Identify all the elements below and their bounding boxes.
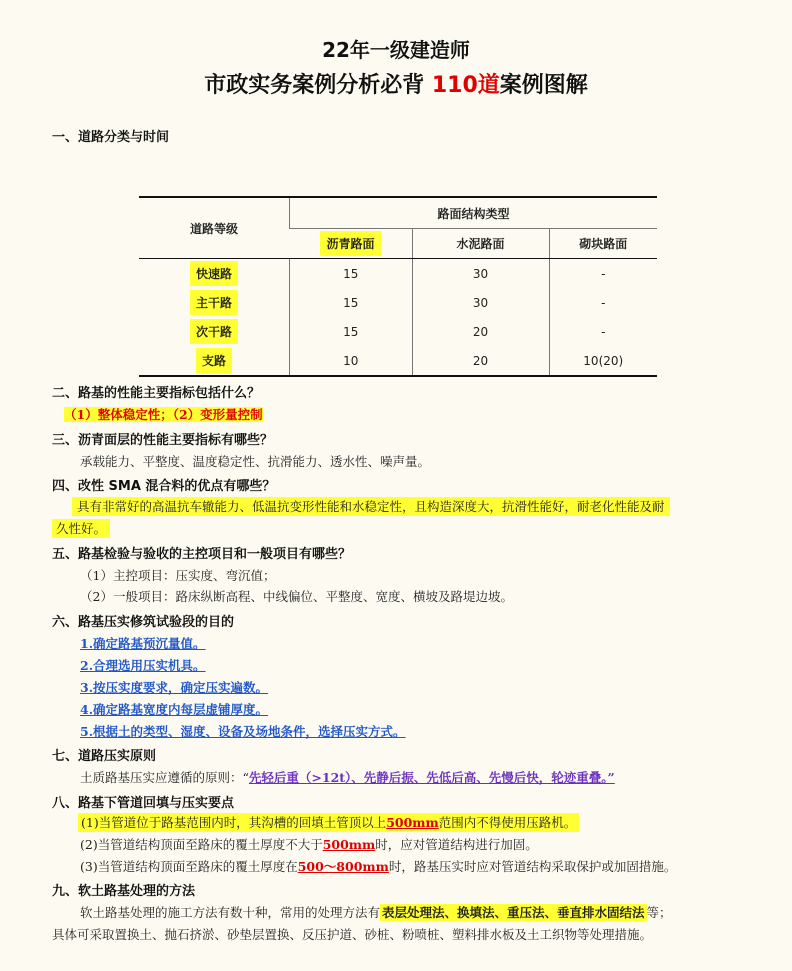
page-subtitle [0, 68, 792, 99]
section-7-principle: 先轻后重（>12t）、先静后振、先低后高、先慢后快，轮迹重叠。” [248, 770, 615, 785]
table-cell-grade: 快速路 [139, 259, 290, 289]
subtitle-suffix: 案例图解 [499, 73, 588, 98]
subtitle-prefix: 市政实务案例分析必背 [204, 73, 432, 98]
table-cell: 20 [412, 317, 549, 346]
section-6-item: 1.确定路基预沉量值。 [80, 636, 206, 651]
table-cell-grade: 支路 [139, 346, 290, 376]
table-cell: - [549, 288, 657, 317]
section-5-heading: 五、路基检验与验收的主控项目和一般项目有哪些？ [52, 547, 352, 562]
table-cell: 10(20) [549, 346, 657, 376]
section-5-line1: （1）主控项目：压实度、弯沉值； [80, 568, 276, 583]
table-cell: 10 [290, 346, 413, 376]
table-cell: 15 [290, 259, 413, 289]
section-2-heading: 二、路基的性能主要指标包括什么？ [52, 386, 261, 401]
table-group-header: 路面结构类型 [290, 197, 658, 229]
section-8-heading: 八、路基下管道回填与压实要点 [52, 796, 235, 811]
table-cell-grade: 主干路 [139, 288, 290, 317]
table-cell: - [549, 259, 657, 289]
section-8-line2: (2)当管道结构顶面至路床的覆土厚度不大于500mm时，应对管道结构进行加固。 [80, 837, 538, 852]
section-6-item: 2.合理选用压实机具。 [80, 658, 206, 673]
section-6-item: 5.根据土的类型、湿度、设备及场地条件，选择压实方式。 [80, 724, 406, 739]
section-8-line1: (1)当管道位于路基范围内时，其沟槽的回填土管顶以上500mm范围内不得使用压路机。 [78, 813, 579, 831]
table-col-header: 水泥路面 [412, 229, 549, 259]
section-7-line [80, 768, 615, 786]
section-1-heading: 一、道路分类与时间 [52, 130, 170, 145]
section-8-line3: (3)当管道结构顶面至路床的覆土厚度在500～800mm时，路基压实时应对管道结构采取保护或加固措施。 [80, 859, 677, 874]
section-7-heading: 七、道路压实原则 [52, 749, 157, 764]
table-cell: 15 [290, 317, 413, 346]
section-4-answer-line1: 具有非常好的高温抗车辙能力、低温抗变形性能和水稳定性，且构造深度大，抗滑性能好，耐老化性能及耐 [72, 497, 670, 515]
section-6-item: 3.按压实度要求，确定压实遍数。 [80, 680, 269, 695]
table-cell: 30 [412, 259, 549, 289]
table-cell-grade: 次干路 [139, 317, 290, 346]
table-cell: - [549, 317, 657, 346]
section-5-line2: （2）一般项目：路床纵断高程、中线偏位、平整度、宽度、横坡及路堤边坡。 [80, 589, 513, 604]
table-row [139, 346, 657, 376]
section-3-heading: 三、沥青面层的性能主要指标有哪些？ [52, 433, 274, 448]
section-4-heading: 四、改性 SMA 混合料的优点有哪些？ [52, 479, 276, 494]
table-row-header: 道路等级 [139, 197, 290, 259]
table-row [139, 317, 657, 346]
section-6-heading: 六、路基压实修筑试验段的目的 [52, 615, 235, 630]
section-4-answer-line2: 久性好。 [52, 519, 110, 537]
section-9-line1: 软土路基处理的施工方法有数十种，常用的处理方法有 表层处理法、换填法、重压法、垂直排水固结法 等； [80, 905, 672, 920]
page-title: 22年一级建造师 [322, 38, 470, 62]
section-3-answer: 承载能力、平整度、温度稳定性、抗滑能力、透水性、噪声量。 [80, 454, 431, 469]
table-cell: 15 [290, 288, 413, 317]
section-9-heading: 九、软土路基处理的方法 [52, 884, 196, 899]
section-7-prefix: 土质路基压实应遵循的原则：“ [80, 770, 249, 785]
table-row [139, 288, 657, 317]
table-col-header: 砌块路面 [549, 229, 657, 259]
section-6-item: 4.确定路基宽度内每层虚铺厚度。 [80, 702, 269, 717]
table-col-header: 沥青路面 [290, 229, 413, 259]
road-classification-table [139, 196, 657, 377]
table-cell: 30 [412, 288, 549, 317]
section-9-line2: 具体可采取置换土、抛石挤淤、砂垫层置换、反压护道、砂桩、粉喷桩、塑料排水板及土工织物等处理措施。 [52, 927, 653, 942]
table-row [139, 259, 657, 289]
subtitle-count: 110道 [431, 73, 500, 98]
table-cell: 20 [412, 346, 549, 376]
section-2-answer: （1）整体稳定性；（2）变形量控制 [64, 407, 263, 422]
